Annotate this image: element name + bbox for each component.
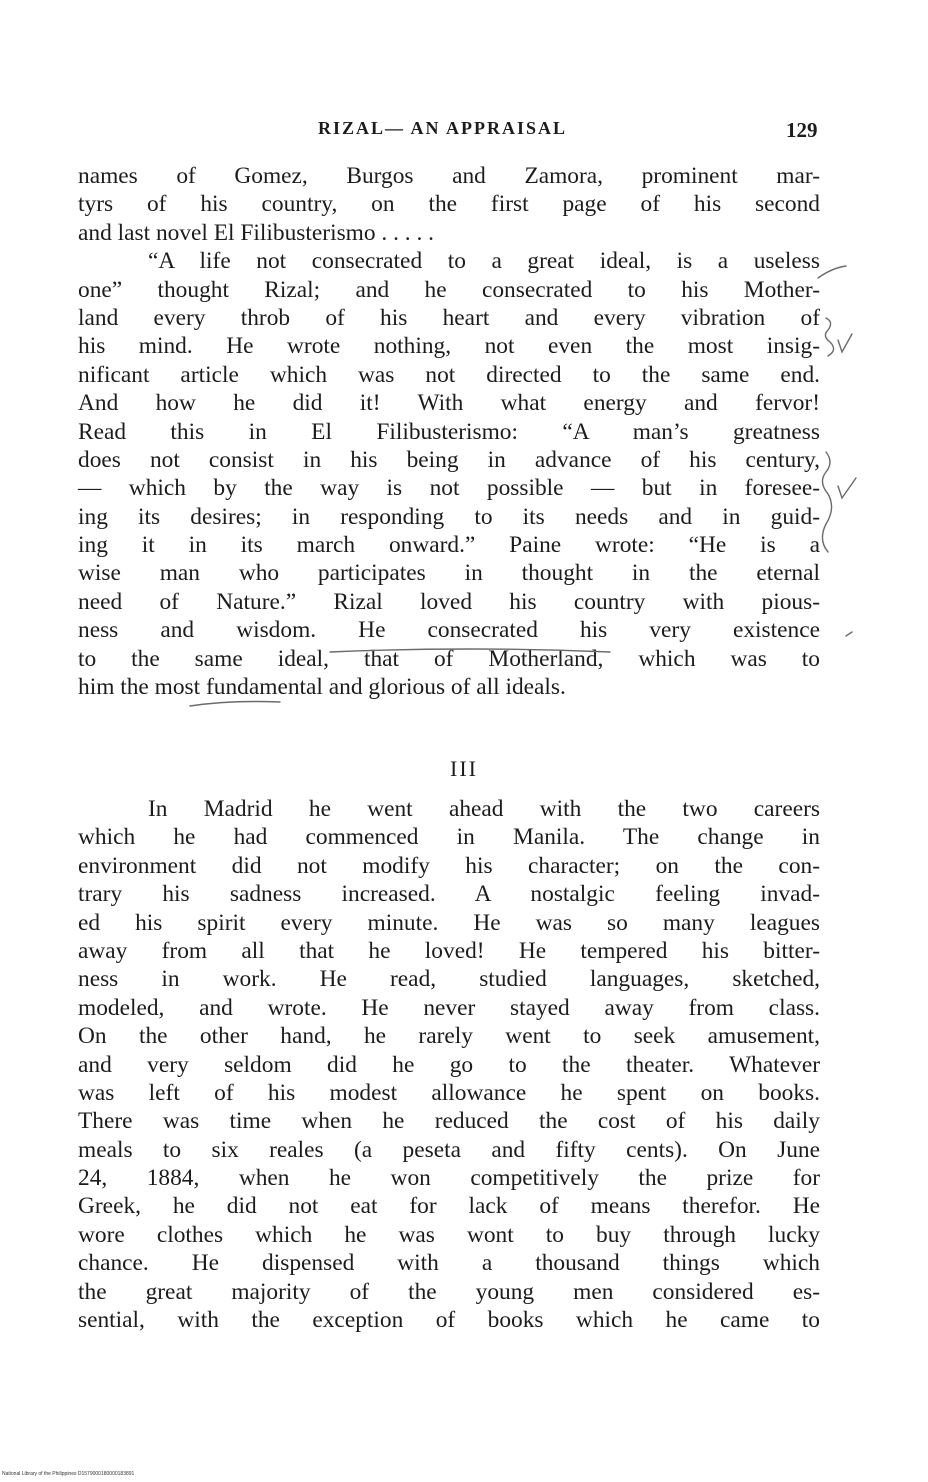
text-line: 24, 1884, when he won competitively the prize for: [78, 1165, 820, 1192]
text-line: him the most fundamental and glorious of all ideals.: [78, 674, 566, 701]
page-number: 129: [786, 118, 818, 142]
text-line: ing its desires; in responding to its needs and in guid-: [78, 503, 820, 530]
text-line: wise man who participates in thought in the eternal: [78, 560, 820, 587]
text-line: On the other hand, he rarely went to seek amusement,: [78, 1023, 820, 1050]
text-line: Read this in El Filibusterismo: “A man’s greatness: [78, 418, 820, 445]
text-line: names of Gomez, Burgos and Zamora, prominent mar-: [78, 163, 820, 189]
text-line: There was time when he reduced the cost of his daily: [78, 1108, 820, 1135]
pencil-check-2: [838, 478, 856, 498]
paragraph-block-1: [78, 162, 820, 701]
text-line: which he had commenced in Manila. The change in: [78, 824, 820, 851]
text-line: land every throb of his heart and every vibration of: [78, 304, 820, 331]
text-line: chance. He dispensed with a thousand things which: [78, 1250, 820, 1277]
text-line: And how he did it! With what energy and fervor!: [78, 390, 820, 417]
text-line: ed his spirit every minute. He was so many leagues: [78, 909, 820, 936]
page-header: [0, 110, 928, 150]
text-line: Greek, he did not eat for lack of means therefor. He: [78, 1193, 820, 1220]
pencil-bracket-2: [822, 452, 831, 552]
text-line: ing it in its march onward.” Paine wrote: “He is a: [78, 532, 820, 559]
text-line: was left of his modest allowance he spent on books.: [78, 1079, 820, 1106]
text-line: his mind. He wrote nothing, not even the most insig-: [78, 333, 820, 360]
text-line: ness in work. He read, studied languages, sketched,: [78, 966, 820, 993]
text-line: and very seldom did he go to the theater. Whatever: [78, 1051, 820, 1078]
text-line: does not consist in his being in advance of his century,: [78, 446, 820, 473]
text-line: wore clothes which he was wont to buy through lucky: [78, 1221, 820, 1248]
text-line: — which by the way is not possible — but in foresee-: [78, 475, 820, 502]
text-line: tyrs of his country, on the first page of his second: [78, 191, 820, 218]
text-line: to the same ideal, that of Motherland, which was to: [78, 645, 820, 672]
text-line: sential, with the exception of books which he came to: [78, 1307, 820, 1334]
footer-credit: National Library of the Philippines D1579000180000183891: [2, 1471, 135, 1477]
text-line: away from all that he loved! He tempered his bitter-: [78, 937, 820, 964]
section-heading: III: [450, 756, 478, 781]
text-line: and last novel El Filibusterismo . . . . .: [78, 219, 435, 246]
text-line: need of Nature.” Rizal loved his country with pious-: [78, 588, 820, 615]
text-line: In Madrid he went ahead with the two careers: [148, 796, 820, 822]
text-line: nificant article which was not directed to the same end.: [78, 361, 820, 388]
text-line: environment did not modify his character; on the con-: [78, 852, 820, 879]
pencil-check-1: [838, 334, 852, 352]
running-title: RIZAL— AN APPRAISAL: [318, 118, 568, 138]
pencil-tick: [846, 632, 852, 636]
pencil-bracket-1: [818, 266, 846, 356]
paragraph-block-2: [78, 795, 820, 1334]
text-line: trary his sadness increased. A nostalgic feeling invad-: [78, 881, 820, 908]
text-line: meals to six reales (a peseta and fifty cents). On June: [78, 1136, 820, 1163]
text-line: one” thought Rizal; and he consecrated to his Mother-: [78, 276, 820, 303]
text-line: ness and wisdom. He consecrated his very existence: [78, 617, 820, 644]
text-line: the great majority of the young men considered es-: [78, 1278, 820, 1305]
text-line: modeled, and wrote. He never stayed away from class.: [78, 994, 820, 1021]
text-line: “A life not consecrated to a great ideal, is a useless: [148, 248, 820, 275]
